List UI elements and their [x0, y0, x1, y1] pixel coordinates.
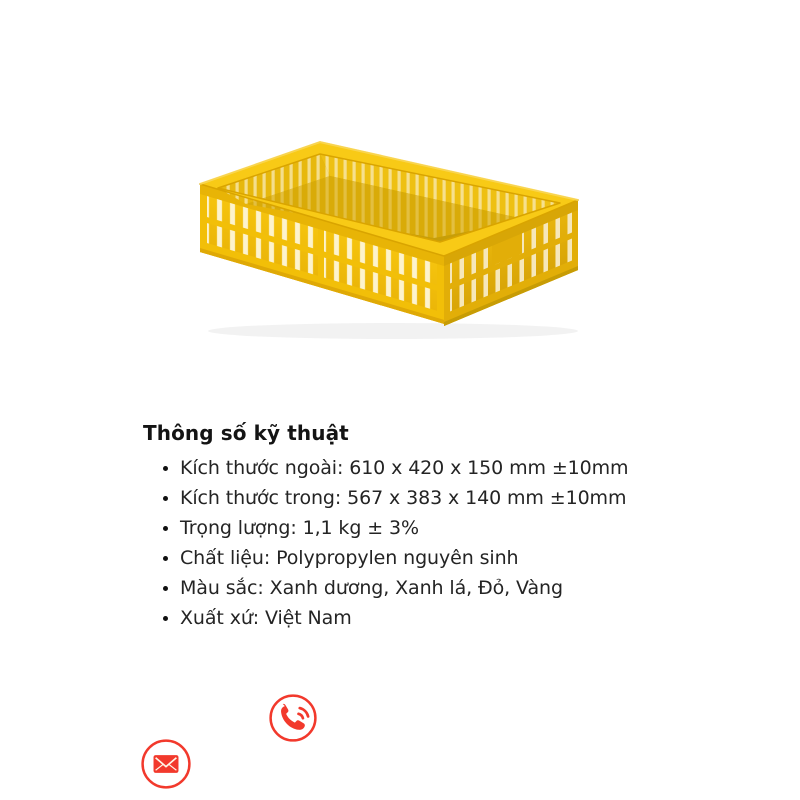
spec-item-inner-dimensions: • Kích thước trong: 567 x 383 x 140 mm ±10mm — [180, 483, 683, 513]
specs-heading: Thông số kỹ thuật — [143, 421, 349, 445]
spec-item-origin: • Xuất xứ: Việt Nam — [180, 603, 683, 633]
crate-illustration — [188, 130, 600, 342]
product-image-yellow-crate — [188, 130, 600, 342]
phone-icon — [268, 693, 318, 743]
email-icon — [140, 738, 192, 790]
spec-item-outer-dimensions: • Kích thước ngoài: 610 x 420 x 150 mm ±10mm — [180, 453, 683, 483]
phone-contact-button[interactable] — [268, 693, 318, 743]
specs-list — [143, 453, 683, 633]
spec-item-material: • Chất liệu: Polypropylen nguyên sinh — [180, 543, 683, 573]
email-contact-button[interactable] — [140, 738, 192, 790]
spec-item-weight: • Trọng lượng: 1,1 kg ± 3% — [180, 513, 683, 543]
specs-section — [143, 421, 683, 633]
spec-item-colors: • Màu sắc: Xanh dương, Xanh lá, Đỏ, Vàng — [180, 573, 683, 603]
